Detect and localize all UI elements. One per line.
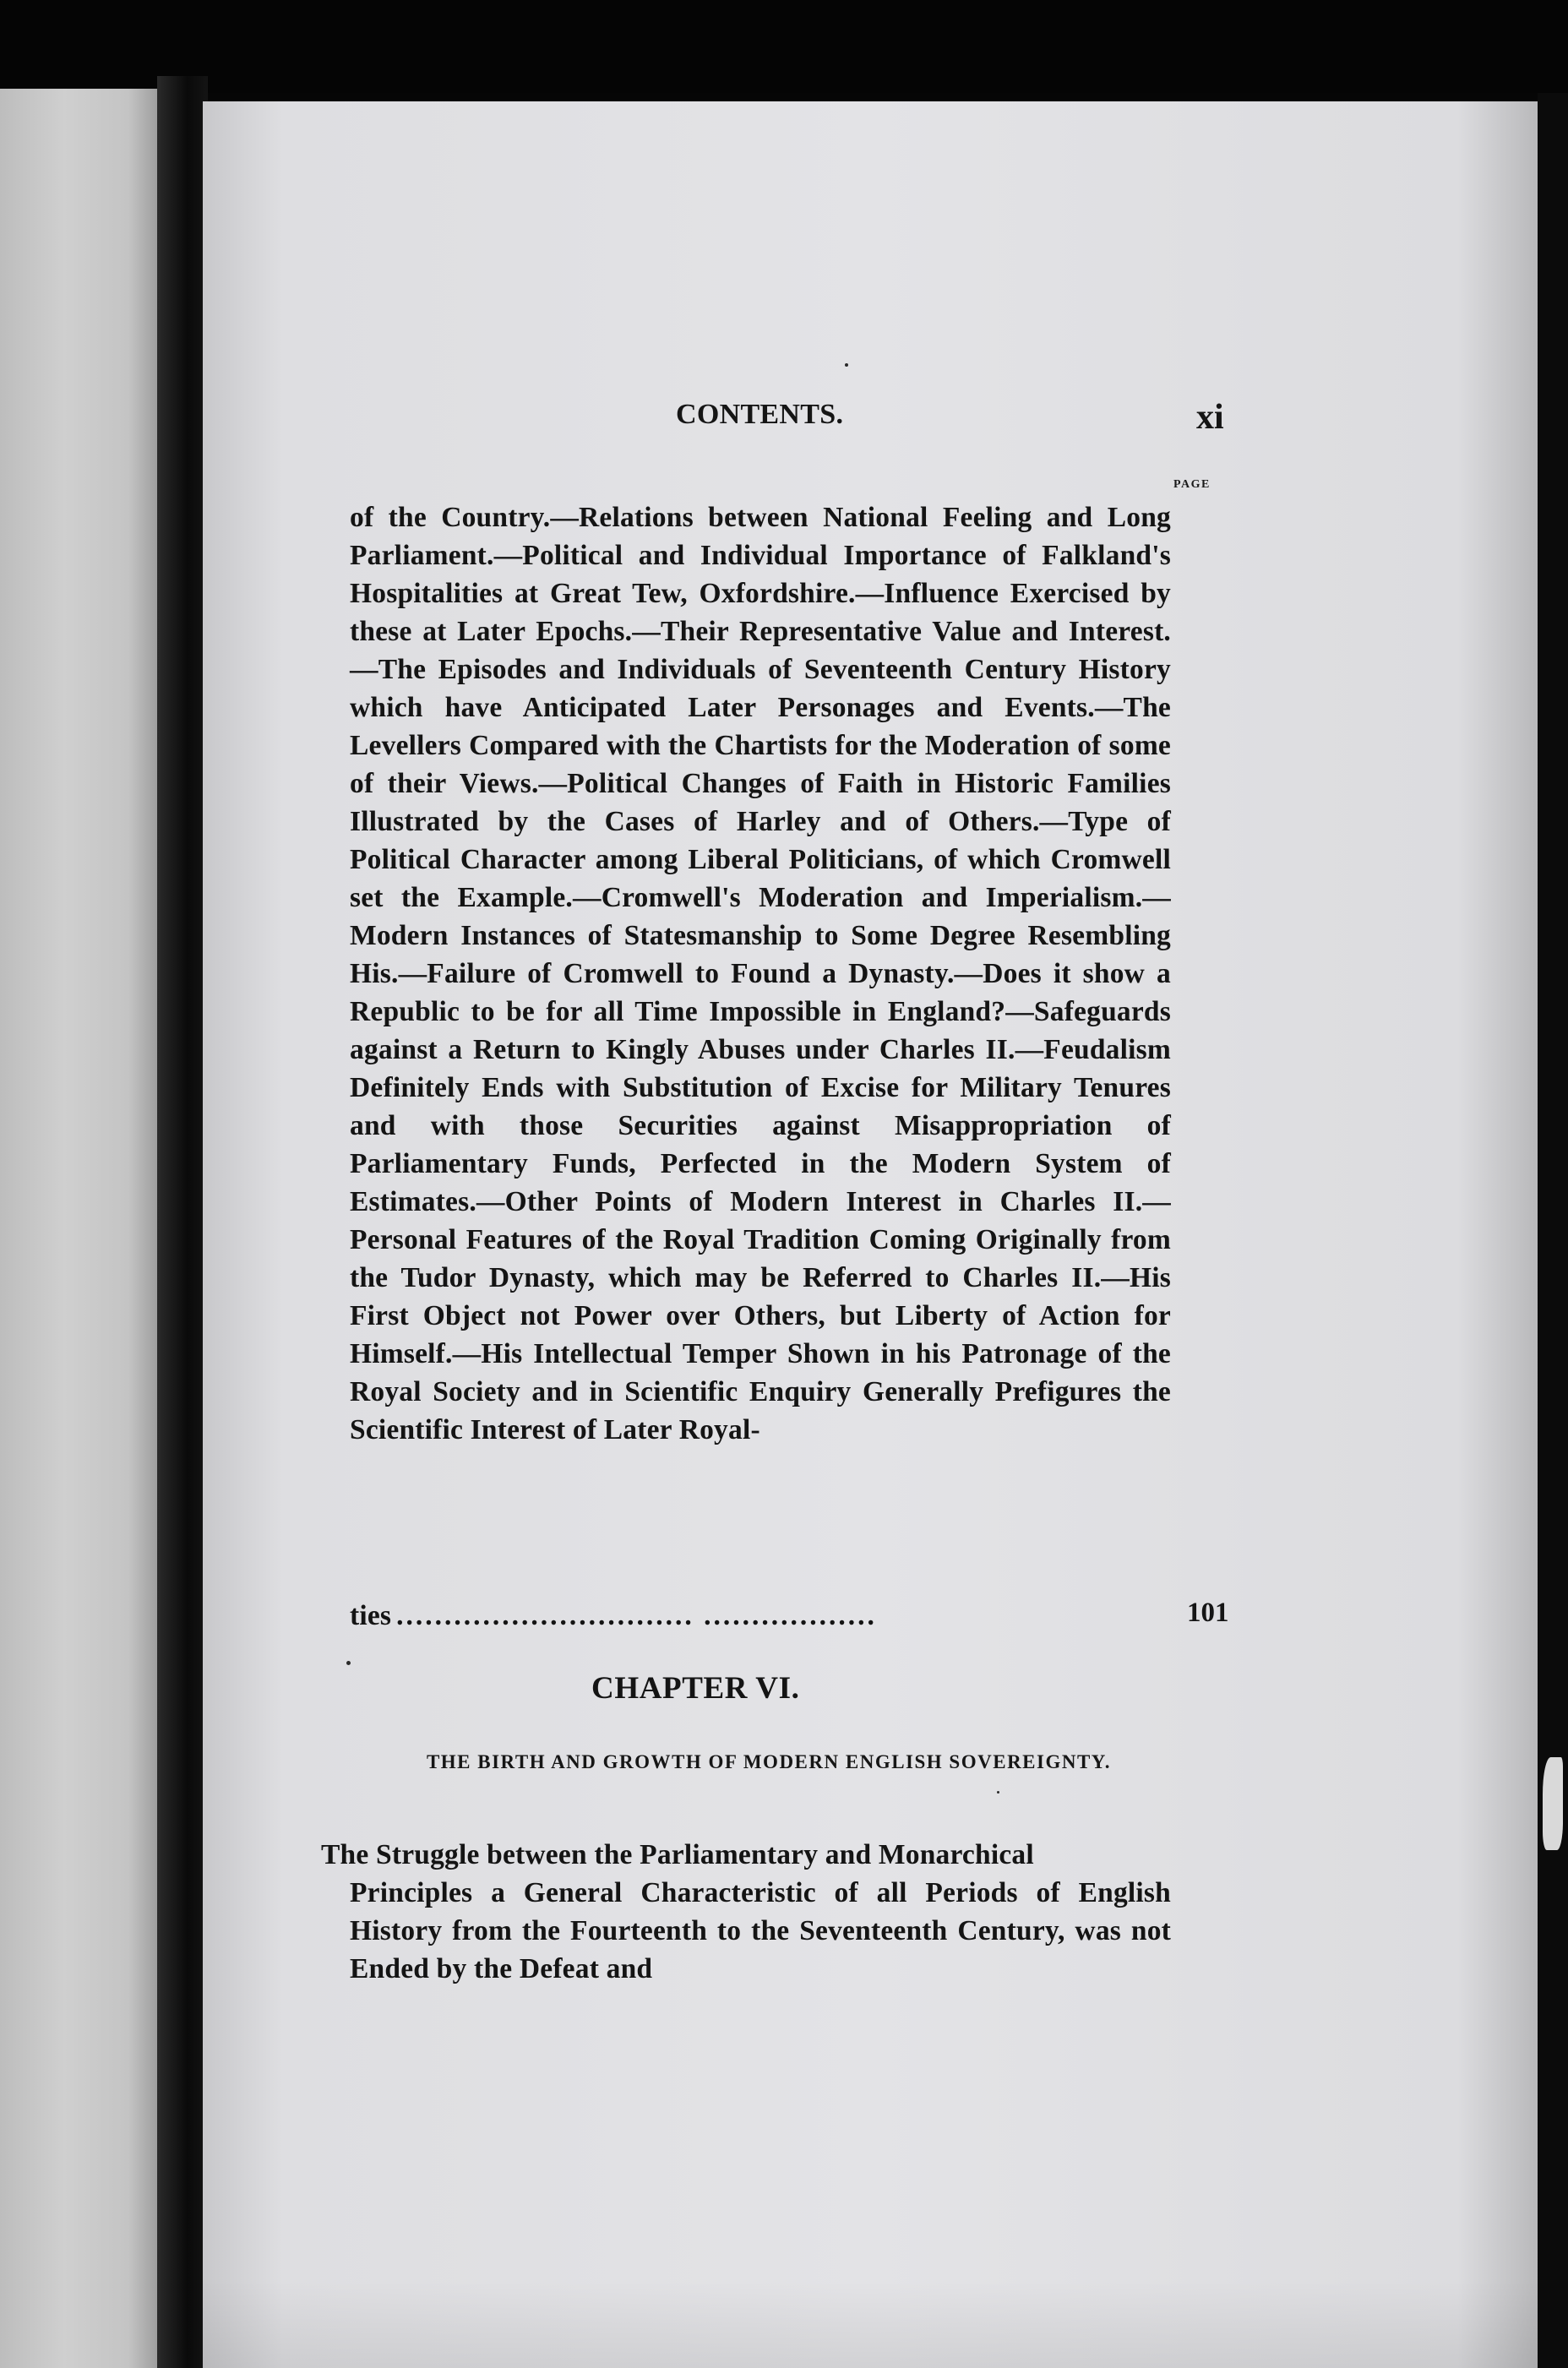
- page-bottom-shadow: [203, 2281, 1538, 2368]
- chapter-subtitle: THE BIRTH AND GROWTH OF MODERN ENGLISH SOVEREIGNTY.: [426, 1751, 1112, 1772]
- summary-leader-line: [350, 1597, 1171, 1636]
- summary-last-word: ties: [350, 1600, 392, 1631]
- summary-page-number: 101: [1187, 1598, 1229, 1628]
- ink-speck: [997, 1791, 999, 1794]
- page-folio: xi: [1196, 398, 1224, 437]
- running-head: CONTENTS.: [676, 399, 844, 430]
- scan-top-border: [0, 0, 1568, 93]
- dot-leader: ............................... ..................: [396, 1600, 877, 1631]
- previous-page-edge: [0, 89, 161, 2368]
- page-column-label: PAGE: [1173, 478, 1211, 491]
- scan-right-border: [1538, 93, 1568, 2368]
- page-edge-tear: [1543, 1757, 1563, 1850]
- ink-speck: [346, 1661, 351, 1665]
- chapter-title: CHAPTER VI.: [591, 1671, 800, 1706]
- next-chapter-summary: [321, 1836, 1171, 1988]
- chapter-summary-text: of the Country.—Relations between National Feeling and Long Parliament.—Political and Individual Importance of Falkland's Hospitalities at Great Tew, Oxfordshire.—Influence Exercised by these at Later Epochs.—Their Representative Value and Interest.—The Episodes and Individuals of Seventeenth Century History which have Anticipated Later Personages and Events.—The Levellers Compared with the Chartists for the Moderation of some of their Views.—Political Changes of Faith in Historic Families Illustrated by the Cases of Harley and of Others.—Type of Political Character among Liberal Politicians, of which Cromwell set the Example.—Cromwell's Moderation and Imperialism.—Modern Instances of Statesmanship to Some Degree Resembling His.—Failure of Cromwell to Found a Dynasty.—Does it show a Republic to be for all Time Impossible in England?—Safeguards against a Return to Kingly Abuses under Charles II.—Feudalism Definitely Ends with Substitution of Excise for Military Tenures and with those Securities against Misappropriation of Parliamentary Funds, Perfected in the Modern System of Estimates.—Other Points of Modern Interest in Charles II.—Personal Features of the Royal Tradition Coming Originally from the Tudor Dynasty, which may be Referred to Charles II.—His First Object not Power over Others, but Liberty of Action for Himself.—His Intellectual Temper Shown in his Patronage of the Royal Society and in Scientific Enquiry Generally Prefigures the Scientific Interest of Later Royal-: [350, 502, 1171, 1445]
- ink-speck: [845, 363, 848, 367]
- book-gutter: [157, 76, 208, 2368]
- next-summary-first-line: The Struggle between the Parliamentary and Monarchical: [321, 1839, 1034, 1870]
- next-summary-continuation: Principles a General Characteristic of all Periods of English History from the Fourteenth to the Seventeenth Century, was not Ended by the Defeat and: [350, 1877, 1171, 1984]
